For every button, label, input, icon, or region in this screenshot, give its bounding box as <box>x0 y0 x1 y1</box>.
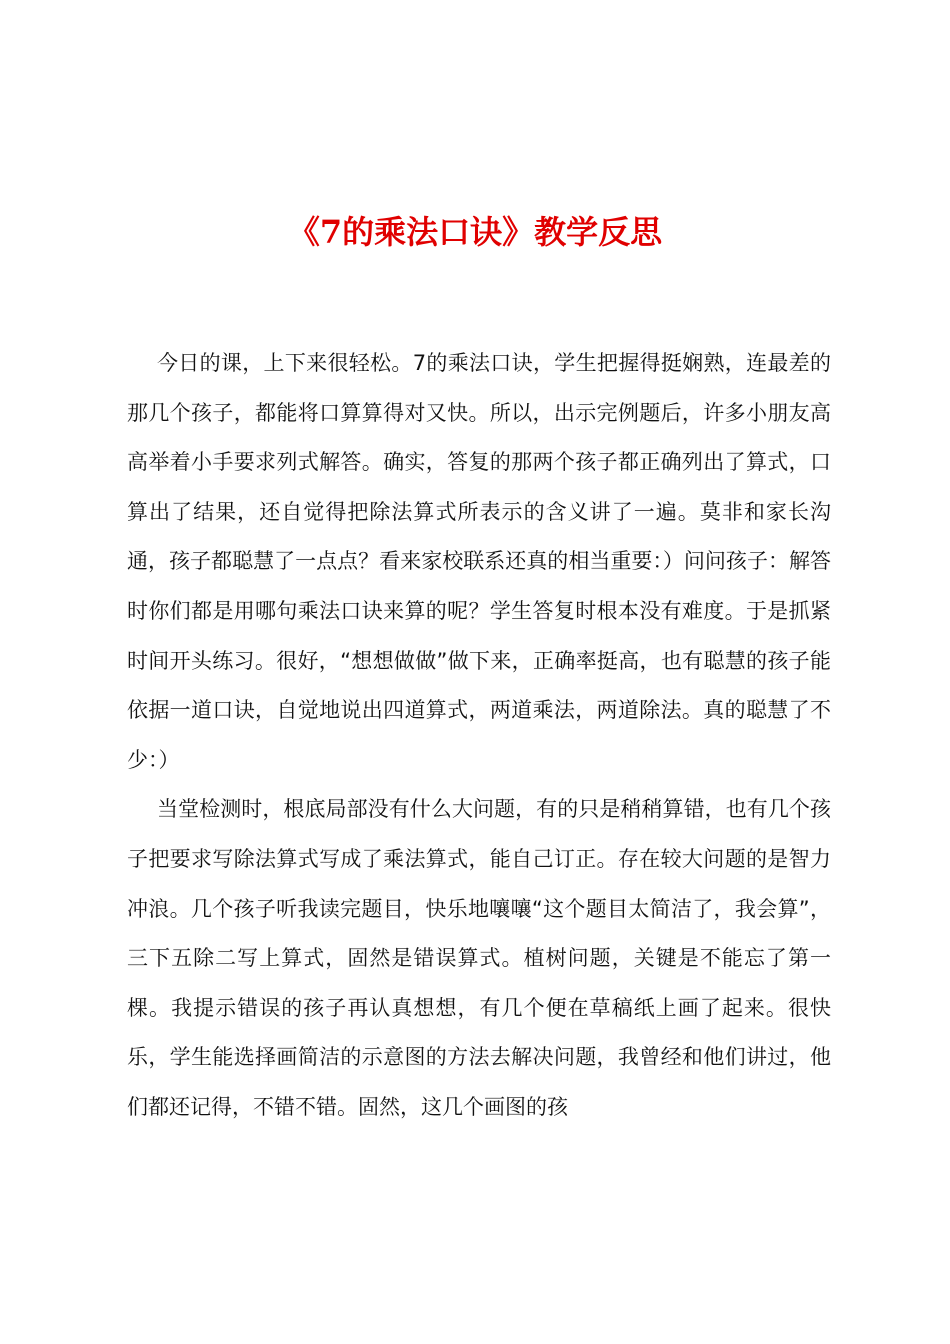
paragraph: 当堂检测时，根底局部没有什么大问题，有的只是稍稍算错，也有几个孩子把要求写除法算式写成了乘法算式，能自己订正。存在较大问题的是智力冲浪。几个孩子听我读完题目，快乐地嚷嚷“这个题目太简洁了，我会算”，三下五除二写上算式，固然是错误算式。植树问题，关键是不能忘了第一棵。我提示错误的孩子再认真想想，有几个便在草稿纸上画了起来。很快乐，学生能选择画简洁的示意图的方法去解决问题，我曾经和他们讲过，他们都还记得，不错不错。固然，这几个画图的孩 <box>127 797 831 1119</box>
document-title: 《7的乘法口诀》教学反思 <box>287 213 663 251</box>
paragraph: 今日的课，上下来很轻松。7的乘法口诀，学生把握得挺娴熟，连最差的那几个孩子，都能将口算算得对又快。所以，出示完例题后，许多小朋友高高举着小手要求列式解答。确实，答复的那两个孩子都正确列出了算式，口算出了结果，还自觉得把除法算式所表示的含义讲了一遍。莫非和家长沟通，孩子都聪慧了一点点？看来家校联系还真的相当重要：）问问孩子：解答时你们都是用哪句乘法口诀来算的呢？学生答复时根本没有难度。于是抓紧时间开头练习。很好，“想想做做”做下来，正确率挺高，也有聪慧的孩子能依据一道口诀，自觉地说出四道算式，两道乘法，两道除法。真的聪慧了不少：） <box>127 351 831 772</box>
document-body <box>127 339 831 1133</box>
